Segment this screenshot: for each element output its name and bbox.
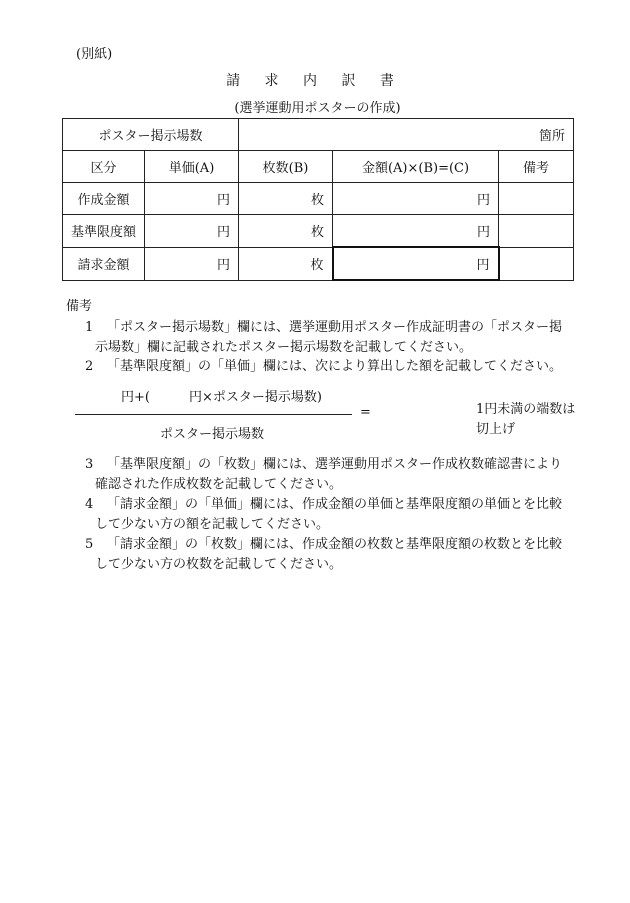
- note-number: 1: [85, 320, 94, 335]
- rounding-note-line1: 1円未満の端数は: [476, 402, 576, 417]
- unit-price-cell[interactable]: 円: [145, 215, 239, 248]
- note-text: 「基準限度額」の「単価」欄には、次により算出した額を記載してください。: [107, 359, 563, 374]
- unit-price-cell[interactable]: 円: [145, 247, 239, 280]
- notes-heading: 備考: [66, 299, 93, 314]
- note-number: 2: [85, 359, 94, 374]
- rounding-note-line2: 切上げ: [476, 422, 516, 437]
- table-header-row: [63, 151, 574, 183]
- document-title: 請 求 内 訳 書: [226, 73, 404, 89]
- note-item: [85, 495, 585, 535]
- formula-equals: =: [360, 405, 371, 420]
- note-text: 「ポスター掲示場数」欄には、選挙運動用ポスター作成証明書の「ポスター掲: [107, 320, 563, 335]
- count-cell[interactable]: 枚: [239, 183, 333, 215]
- formula-numerator: 円+( 円×ポスター掲示場数): [121, 390, 322, 405]
- remarks-cell[interactable]: [499, 183, 574, 215]
- note-item: [85, 455, 585, 495]
- count-cell[interactable]: 枚: [239, 247, 333, 280]
- amount-cell[interactable]: 円: [333, 183, 499, 215]
- invoice-breakdown-table: [62, 118, 574, 281]
- count-cell[interactable]: 枚: [239, 215, 333, 248]
- poster-sites-row: [63, 119, 574, 151]
- formula-denominator: ポスター掲示場数: [160, 427, 265, 442]
- row-label: 作成金額: [63, 183, 145, 215]
- header-remarks: 備考: [499, 151, 574, 183]
- header-amount: 金額(A)×(B)=(C): [333, 151, 499, 183]
- note-number: 4: [85, 497, 94, 512]
- document-subtitle: (選挙運動用ポスターの作成): [234, 101, 401, 116]
- note-text: 「請求金額」の「単価」欄には、作成金額の単価と基準限度額の単価とを比較: [107, 497, 563, 512]
- note-number: 5: [85, 537, 94, 552]
- header-unit-price: 単価(A): [145, 151, 239, 183]
- unit-price-cell[interactable]: 円: [145, 183, 239, 215]
- remarks-cell[interactable]: [499, 215, 574, 248]
- fraction-bar: [75, 414, 352, 415]
- note-number: 3: [85, 457, 94, 472]
- table-row: [63, 247, 574, 280]
- note-text: して少ない方の枚数を記載してください。: [95, 557, 343, 572]
- claim-amount-cell[interactable]: 円: [333, 247, 499, 280]
- note-item: [85, 535, 585, 575]
- note-text: 「基準限度額」の「枚数」欄には、選挙運動用ポスター作成枚数確認書により: [107, 457, 563, 472]
- header-count: 枚数(B): [239, 151, 333, 183]
- note-text: 「請求金額」の「枚数」欄には、作成金額の枚数と基準限度額の枚数とを比較: [107, 537, 563, 552]
- note-item: [85, 357, 585, 377]
- amount-cell[interactable]: 円: [333, 215, 499, 248]
- poster-sites-label: ポスター掲示場数: [63, 119, 239, 151]
- table-row: [63, 215, 574, 248]
- note-item: [85, 318, 585, 358]
- attachment-label: (別紙): [76, 47, 113, 62]
- header-category: 区分: [63, 151, 145, 183]
- note-text: 確認された作成枚数を記載してください。: [95, 477, 343, 492]
- remarks-cell[interactable]: [499, 247, 574, 280]
- note-text: 示場数」欄に記載されたポスター掲示場数を記載してください。: [95, 340, 473, 355]
- row-label: 基準限度額: [63, 215, 145, 248]
- poster-sites-value-cell[interactable]: 箇所: [239, 119, 574, 151]
- table-row: [63, 183, 574, 215]
- row-label: 請求金額: [63, 247, 145, 280]
- note-text: して少ない方の額を記載してください。: [95, 517, 330, 532]
